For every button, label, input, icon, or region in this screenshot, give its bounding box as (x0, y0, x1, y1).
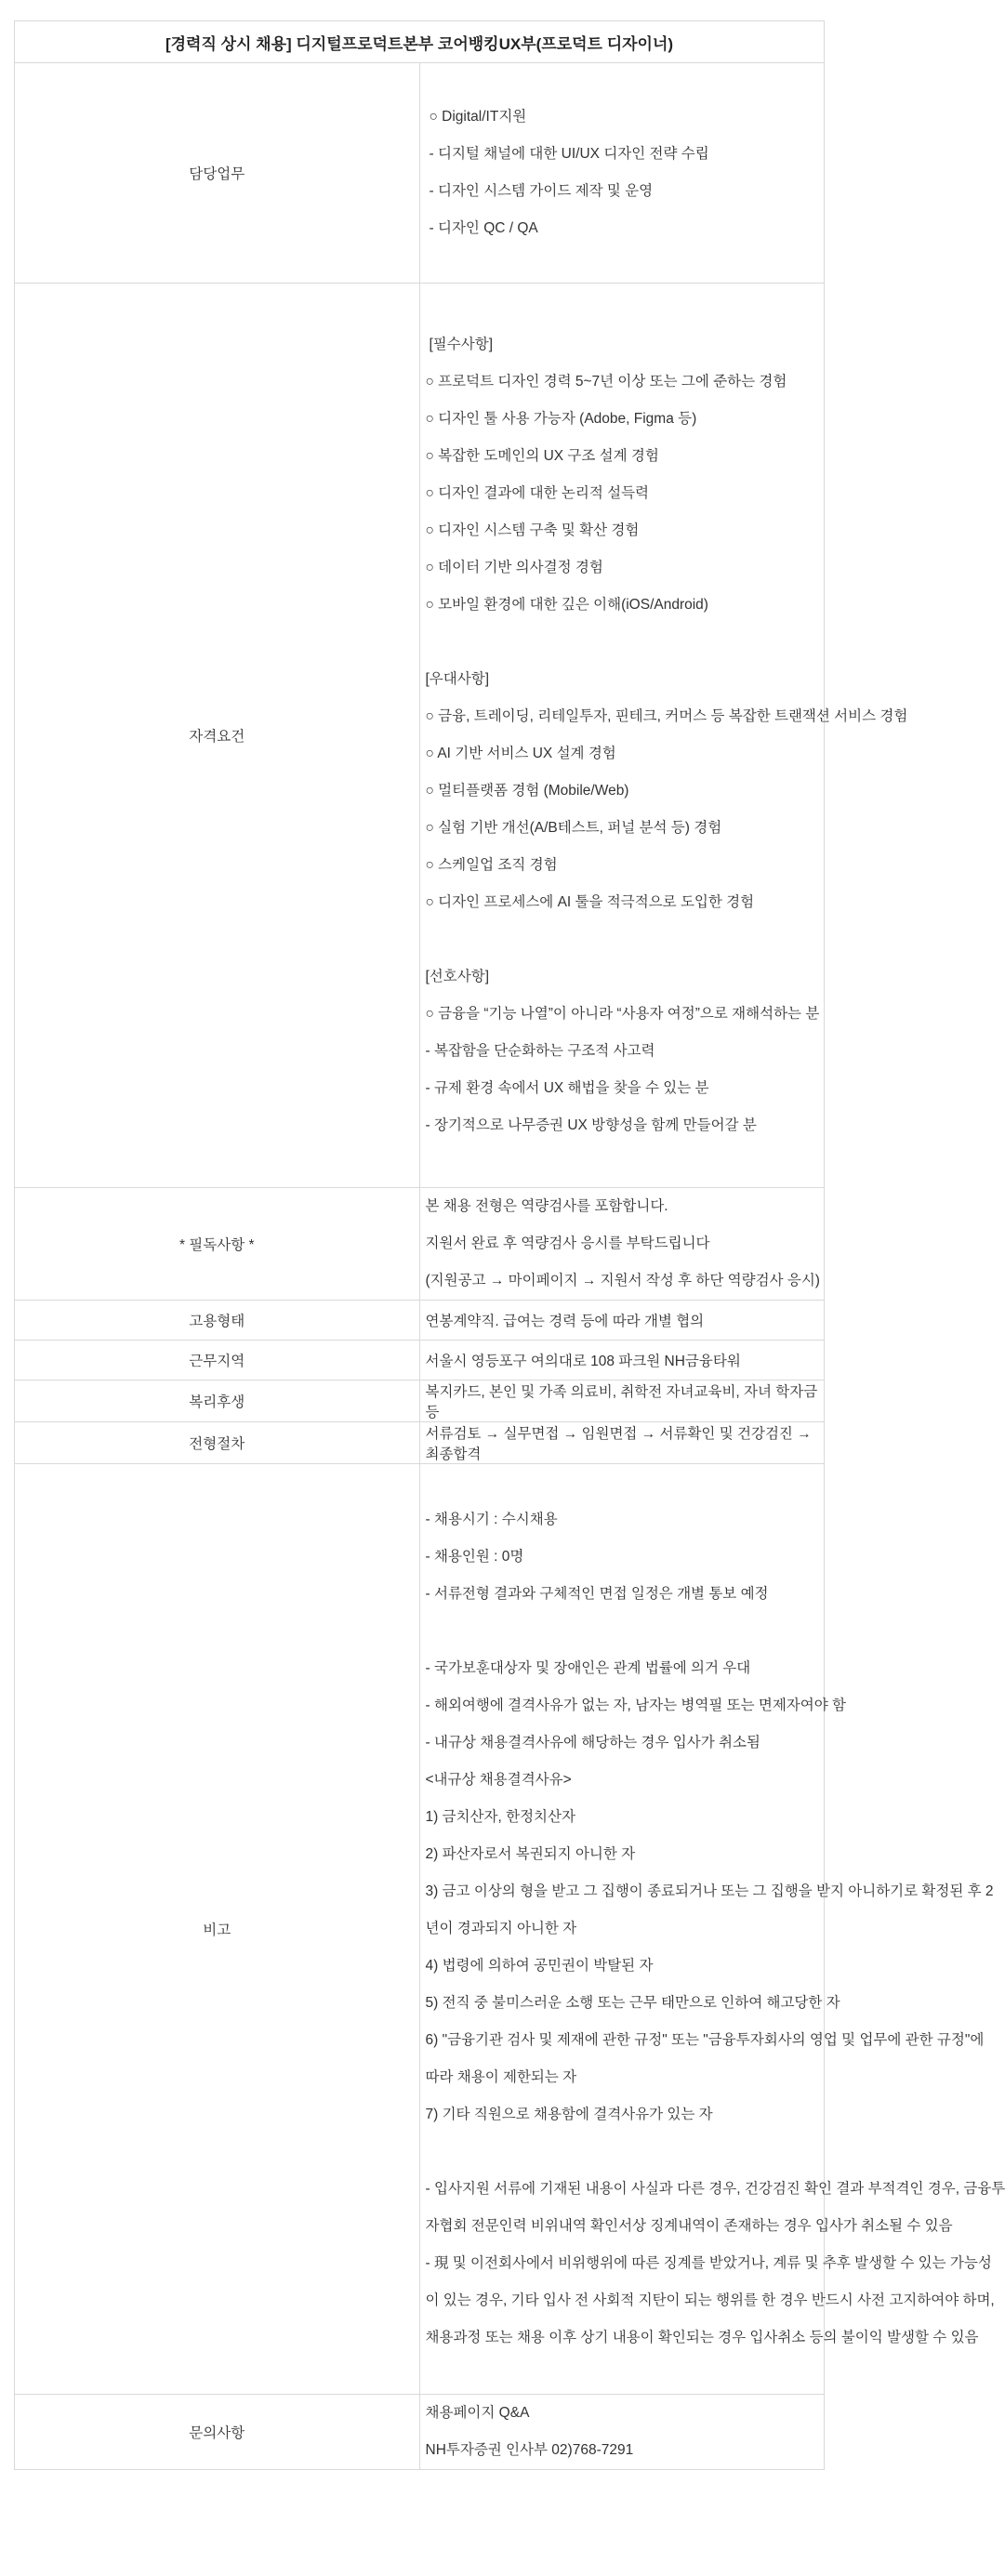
contact-line: 채용페이지 Q&A (425, 2405, 530, 2421)
required-header: [필수사항] (429, 337, 494, 352)
note-line: - 서류전형 결과와 구체적인 면접 일정은 개별 통보 예정 (425, 1586, 769, 1602)
location-value: 서울시 영등포구 여의대로 108 파크원 NH금융타워 (419, 1341, 825, 1380)
must-read-content (419, 1188, 825, 1301)
ideal-item: - 규제 환경 속에서 UX 해법을 찾을 수 있는 분 (425, 1080, 709, 1096)
note-line: 4) 법령에 의하여 공민권이 박탈된 자 (425, 1958, 654, 1974)
ideal-item: - 장기적으로 나무증권 UX 방향성을 함께 만들어갈 분 (425, 1117, 757, 1133)
note-line: <내규상 채용결격사유> (425, 1772, 572, 1788)
preferred-item: ○ 멀티플랫폼 경험 (Mobile/Web) (425, 783, 629, 799)
note-line: - 내규상 채용결격사유에 해당하는 경우 입사가 취소됨 (425, 1735, 760, 1750)
notes-row (15, 1464, 825, 2395)
required-item: ○ 프로덕트 디자인 경력 5~7년 이상 또는 그에 준하는 경험 (425, 374, 787, 390)
required-item: ○ 복잡한 도메인의 UX 구조 설계 경험 (425, 448, 659, 464)
note-line: 7) 기타 직원으로 채용함에 결격사유가 있는 자 (425, 2107, 713, 2122)
required-item: ○ 모바일 환경에 대한 깊은 이해(iOS/Android) (425, 597, 708, 613)
contact-content (419, 2395, 825, 2470)
required-item: ○ 디자인 툴 사용 가능자 (Adobe, Figma 등) (425, 411, 697, 427)
job-posting (14, 20, 1005, 2470)
employment-value: 연봉계약직. 급여는 경력 등에 따라 개별 협의 (419, 1301, 825, 1341)
required-item: ○ 디자인 결과에 대한 논리적 설득력 (425, 485, 650, 501)
qualification-content (419, 284, 908, 1188)
posting-title: [경력직 상시 채용] 디지털프로덕트본부 코어뱅킹UX부(프로덕트 디자이너) (15, 21, 825, 63)
section-gap (426, 1613, 825, 1650)
ideal-header: [선호사항] (425, 969, 490, 984)
must-read-row (15, 1188, 825, 1301)
duty-line: - 디자인 QC / QA (429, 220, 538, 236)
contact-label: 문의사항 (15, 2395, 420, 2470)
note-line: - 해외여행에 결격사유가 없는 자, 남자는 병역필 또는 면제자여야 함 (425, 1698, 846, 1713)
preferred-header: [우대사항] (425, 671, 490, 687)
note-line: - 채용인원 : 0명 (425, 1549, 524, 1565)
title-row (15, 21, 825, 63)
required-item: ○ 데이터 기반 의사결정 경험 (425, 560, 603, 575)
preferred-item: ○ 디자인 프로세스에 AI 툴을 적극적으로 도입한 경험 (425, 894, 755, 910)
must-read-line: (지원공고 → 마이페이지 → 지원서 작성 후 하단 역량검사 응시) (425, 1273, 820, 1288)
process-value: 서류검토 → 실무면접 → 임원면접 → 서류확인 및 건강검진 → 최종합격 (419, 1422, 825, 1464)
note-line: 채용과정 또는 채용 이후 상기 내용이 확인되는 경우 입사취소 등의 불이익 발생할 수 있음 (425, 2330, 979, 2345)
ideal-item: - 복잡함을 단순화하는 구조적 사고력 (425, 1043, 655, 1059)
note-line: 1) 금치산자, 한정치산자 (425, 1809, 575, 1825)
duty-row (15, 63, 825, 284)
location-row (15, 1341, 825, 1380)
note-line: - 입사지원 서류에 기재된 내용이 사실과 다른 경우, 건강검진 확인 결과 부적격인 경우, 금융투 (425, 2181, 1005, 2197)
must-read-line: 본 채용 전형은 역량검사를 포함합니다. (425, 1198, 668, 1214)
welfare-row (15, 1380, 825, 1422)
note-line: - 채용시기 : 수시채용 (425, 1512, 558, 1527)
preferred-item: ○ 금융, 트레이딩, 리테일투자, 핀테크, 커머스 등 복잡한 트랜잭션 서비스 경험 (425, 708, 908, 724)
note-line: 3) 금고 이상의 형을 받고 그 집행이 종료되거나 또는 그 집행을 받지 아니하기로 확정된 후 2 (425, 1883, 994, 1899)
contact-line: NH투자증권 인사부 02)768-7291 (425, 2442, 634, 2458)
welfare-value: 복지카드, 본인 및 가족 의료비, 취학전 자녀교육비, 자녀 학자금 등 (419, 1380, 825, 1422)
location-label: 근무지역 (15, 1341, 420, 1380)
must-read-label: * 필독사항 * (15, 1188, 420, 1301)
contact-row (15, 2395, 825, 2470)
notes-label: 비고 (15, 1464, 420, 2395)
ideal-item: ○ 금융을 “기능 나열”이 아니라 “사용자 여정”으로 재해석하는 분 (425, 1006, 820, 1022)
welfare-label: 복리후생 (15, 1380, 420, 1422)
section-gap (426, 921, 825, 958)
qualification-label: 자격요건 (15, 284, 420, 1188)
required-item: ○ 디자인 시스템 구축 및 확산 경험 (425, 522, 640, 538)
job-posting-table (14, 20, 1005, 2470)
note-line: 5) 전직 중 불미스러운 소행 또는 근무 태만으로 인하여 해고당한 자 (425, 1995, 840, 2011)
notes-content (419, 1464, 1005, 2395)
section-gap (426, 2133, 825, 2171)
employment-label: 고용형태 (15, 1301, 420, 1341)
duty-line: - 디지털 채널에 대한 UI/UX 디자인 전략 수립 (429, 146, 709, 162)
preferred-item: ○ AI 기반 서비스 UX 설계 경험 (425, 746, 616, 761)
process-label: 전형절차 (15, 1422, 420, 1464)
note-line: - 現 및 이전회사에서 비위행위에 따른 징계를 받았거나, 계류 및 추후 발생할 수 있는 가능성 (425, 2255, 992, 2271)
must-read-line: 지원서 완료 후 역량검사 응시를 부탁드립니다 (425, 1235, 710, 1251)
section-gap (426, 624, 825, 661)
note-line: - 국가보훈대상자 및 장애인은 관계 법률에 의거 우대 (425, 1660, 751, 1676)
duty-label: 담당업무 (15, 63, 420, 284)
note-line: 년이 경과되지 아니한 자 (425, 1921, 577, 1936)
preferred-item: ○ 스케일업 조직 경험 (425, 857, 558, 873)
note-line: 자협회 전문인력 비위내역 확인서상 징계내역이 존재하는 경우 입사가 취소될 수 있음 (425, 2218, 953, 2234)
note-line: 6) "금융기관 검사 및 제재에 관한 규정" 또는 "금융투자회사의 영업 및 업무에 관한 규정"에 (425, 2032, 985, 2048)
duty-line: - 디자인 시스템 가이드 제작 및 운영 (429, 183, 654, 199)
employment-row (15, 1301, 825, 1341)
process-row (15, 1422, 825, 1464)
note-line: 따라 채용이 제한되는 자 (425, 2069, 577, 2085)
note-line: 2) 파산자로서 복권되지 아니한 자 (425, 1846, 636, 1862)
preferred-item: ○ 실험 기반 개선(A/B테스트, 퍼널 분석 등) 경험 (425, 820, 722, 836)
qualification-row (15, 284, 825, 1188)
duty-content (419, 63, 825, 284)
note-line: 이 있는 경우, 기타 입사 전 사회적 지탄이 되는 행위를 한 경우 반드시 사전 고지하여야 하며, (425, 2292, 995, 2308)
duty-line: ○ Digital/IT지원 (429, 109, 527, 125)
